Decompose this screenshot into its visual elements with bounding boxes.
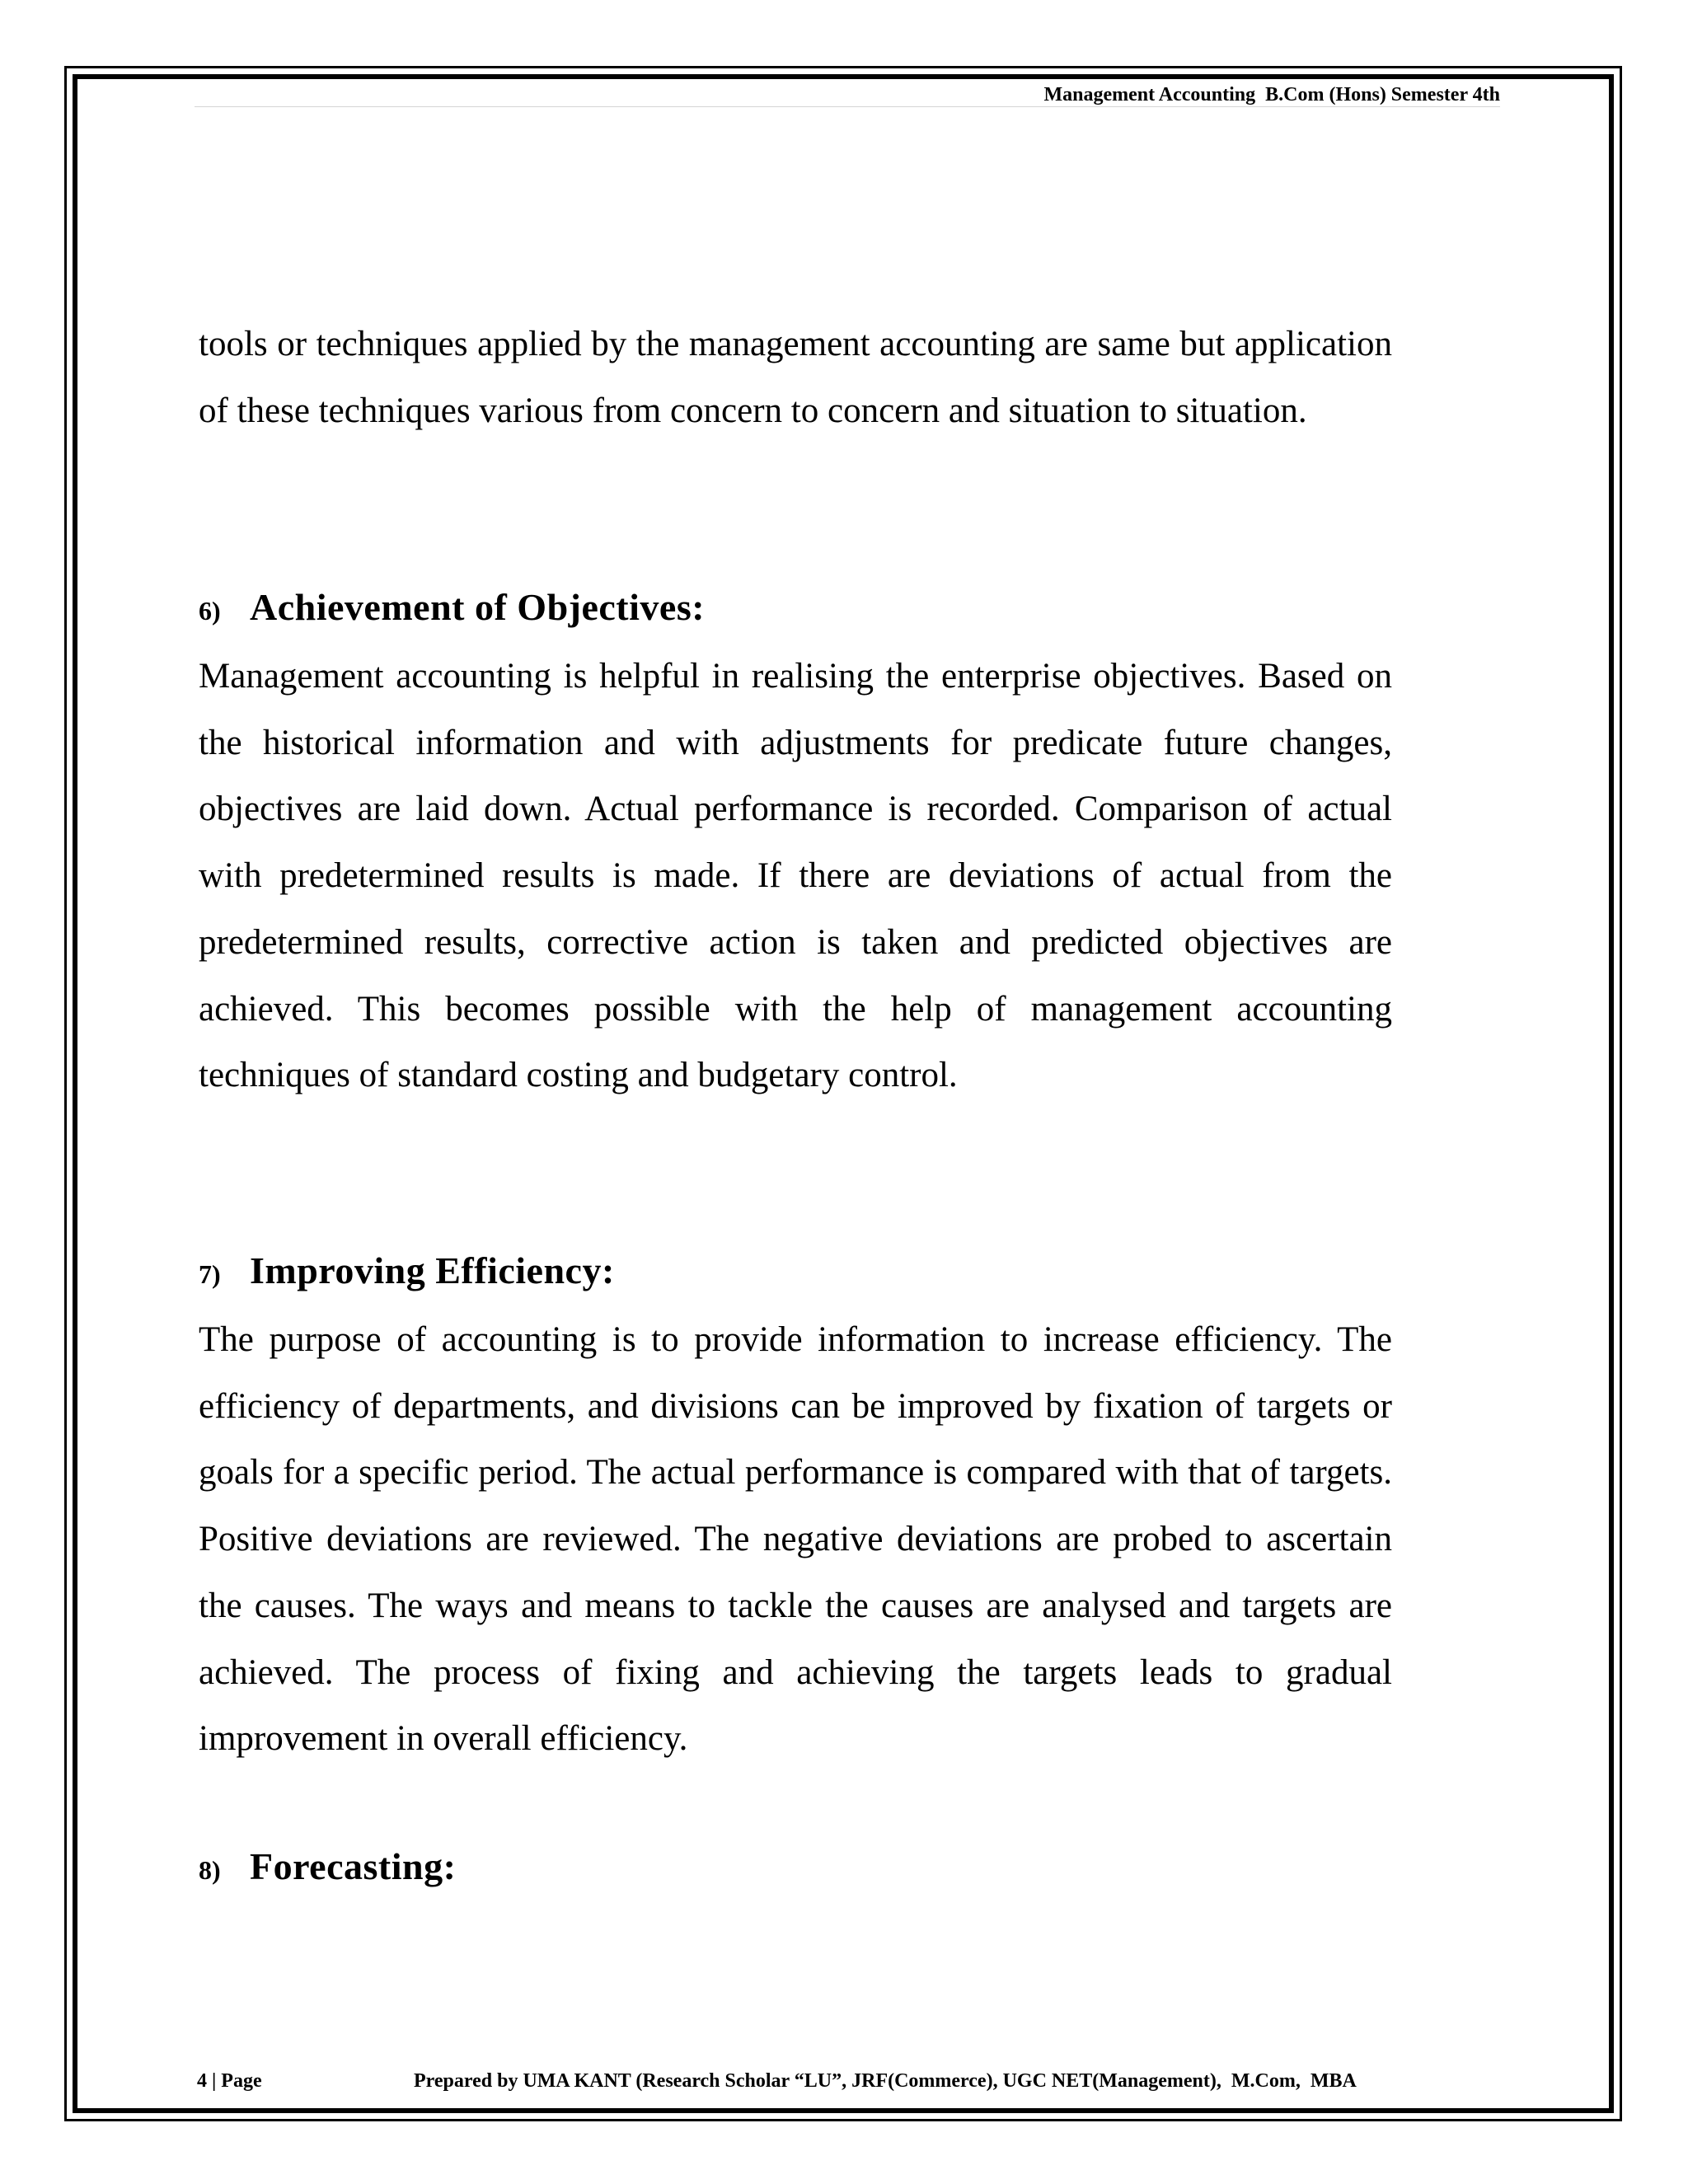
- section-title: Achievement of Objectives:: [250, 586, 706, 628]
- footer-page-number: 4 | Page: [197, 2070, 262, 2092]
- section-title: Forecasting:: [250, 1845, 457, 1887]
- section-number: 7): [199, 1259, 221, 1289]
- section-number: 6): [199, 596, 221, 626]
- section-heading-improving-efficiency: [199, 1249, 615, 1292]
- improving-efficiency-paragraph: The purpose of accounting is to provide information to increase efficiency. The efficiency of departments, and divisions can be improved by fixation of targets or goals for a specific period. The actual performance is compared with that of targets. Positive deviations are reviewed. The negative deviations are probed to ascertain the causes. The ways and means to tackle the causes are analysed and targets are achieved. The process of fixing and achieving the targets leads to gradual improvement in overall efficiency.: [199, 1320, 1392, 1759]
- running-header: Management Accounting B.Com (Hons) Semester 4th: [1043, 84, 1500, 105]
- section-number: 8): [199, 1855, 221, 1885]
- footer-credit: Prepared by UMA KANT (Research Scholar “LU”, JRF(Commerce), UGC NET(Management), M.Com, MBA: [414, 2070, 1357, 2092]
- section-heading-forecasting: [199, 1844, 456, 1888]
- header-divider: [195, 106, 1500, 107]
- section-title: Improving Efficiency:: [250, 1249, 615, 1291]
- achievement-of-objectives-paragraph: Management accounting is helpful in realising the enterprise objectives. Based on the historical information and with adjustments for predicate future changes, objectives are laid down. Actual performance is recorded. Comparison of actual with predetermined results is made. If there are deviations of actual from the predetermined results, corrective action is taken and predicted objectives are achieved. This becomes possible with the help of management accounting techniques of standard costing and budgetary control.: [199, 657, 1392, 1095]
- intro-paragraph: tools or techniques applied by the management accounting are same but application of these techniques various from concern to concern and situation to situation.: [199, 325, 1392, 430]
- section-heading-achievement-of-objectives: [199, 585, 705, 629]
